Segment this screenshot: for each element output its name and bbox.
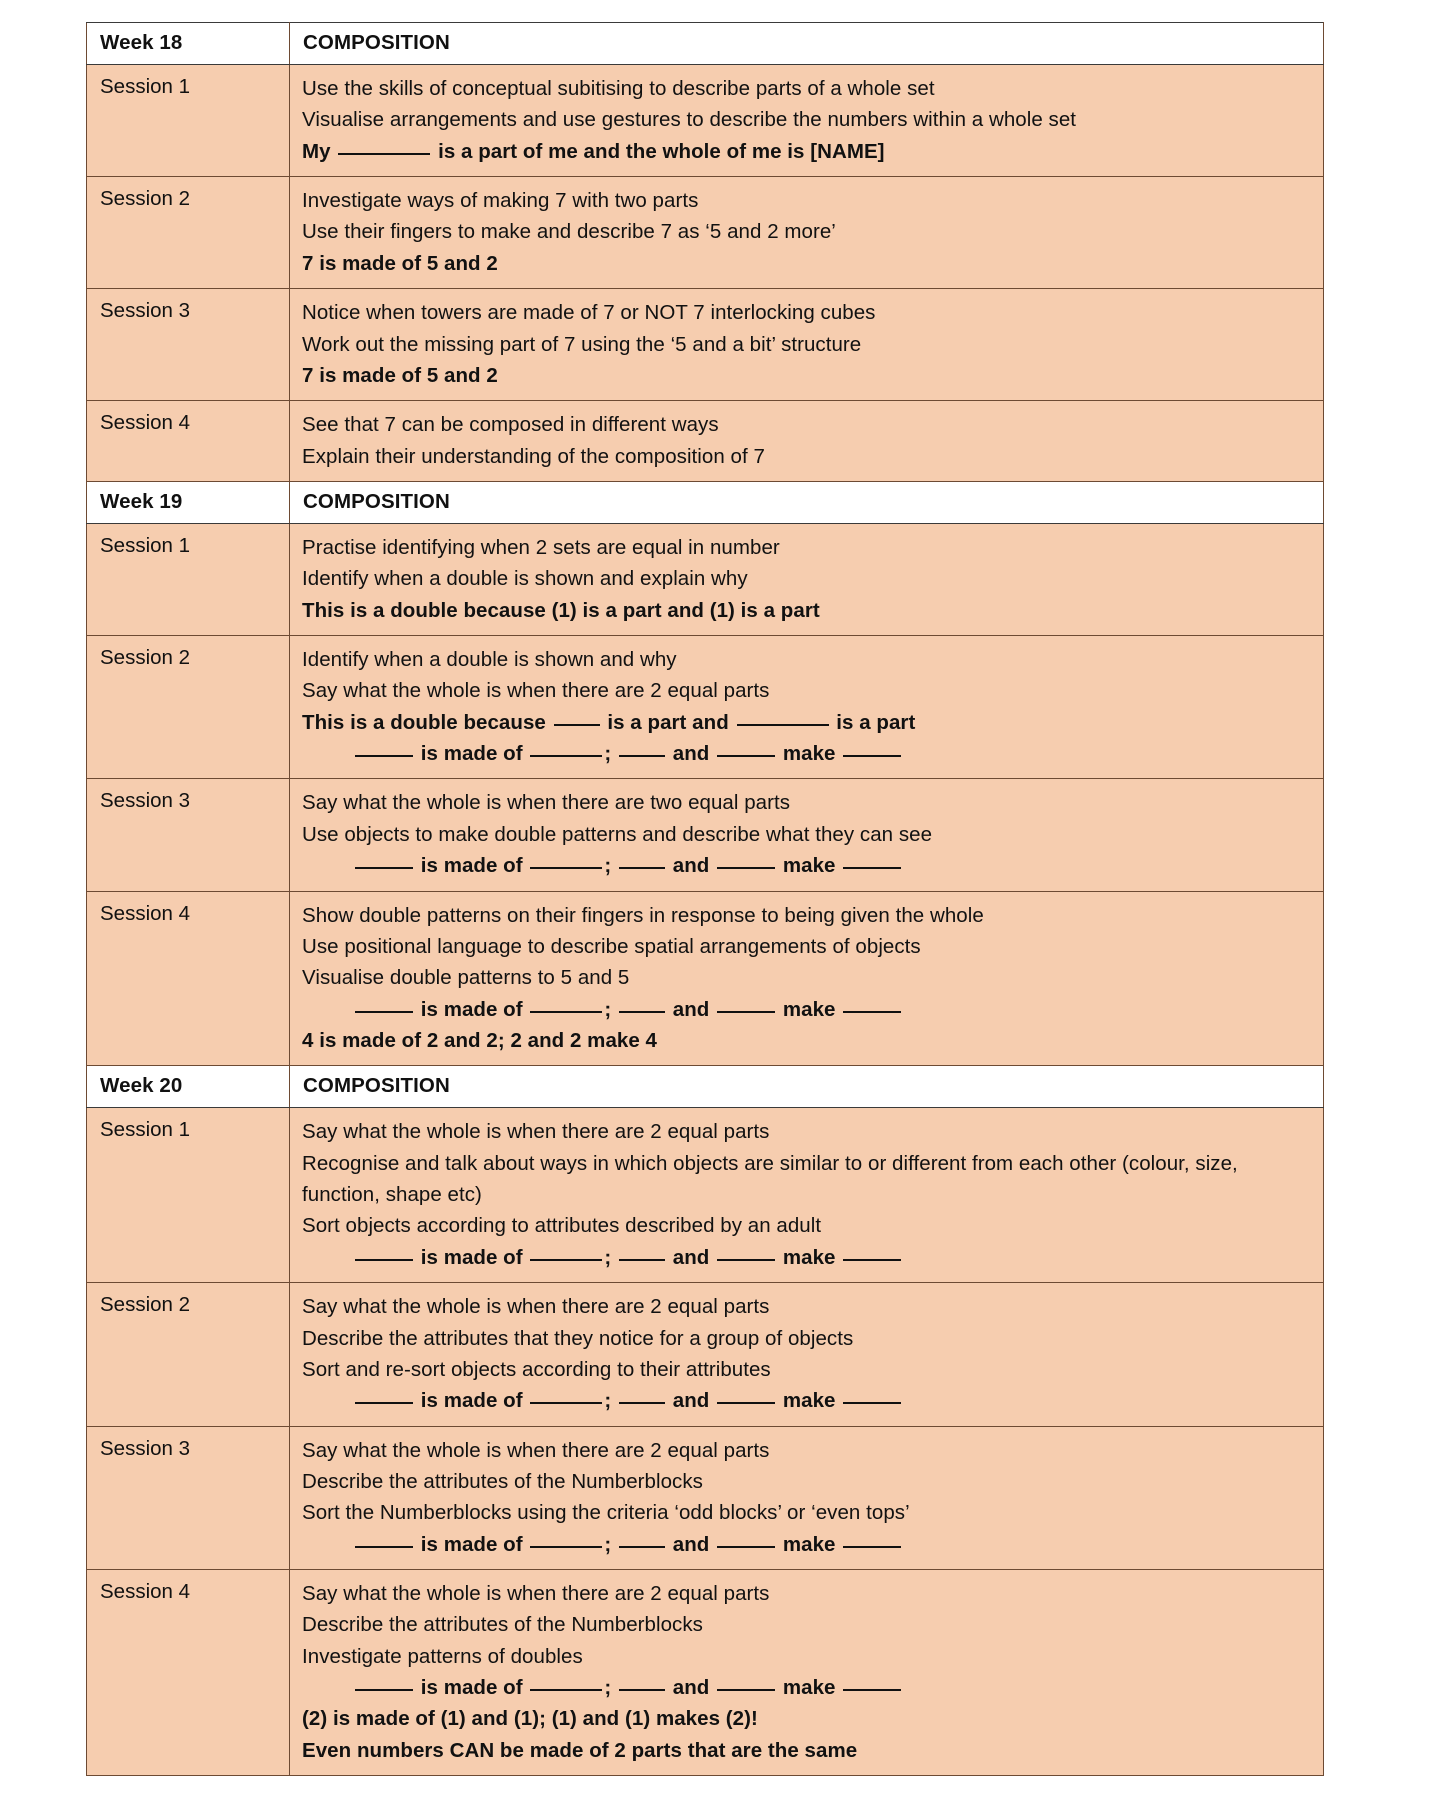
fill-in-blank xyxy=(843,1546,901,1548)
fill-in-blank xyxy=(355,1402,413,1404)
week-name: Week 19 xyxy=(100,489,183,513)
objective-line: Investigate ways of making 7 with two parts xyxy=(302,189,699,213)
session-name: Session 4 xyxy=(100,901,191,925)
fill-in-blank xyxy=(355,1259,413,1261)
fill-in-blank xyxy=(717,1011,775,1013)
objective-line: Describe the attributes of the Numberblocks xyxy=(302,1613,703,1637)
session-row xyxy=(87,1426,1324,1569)
fill-in-blank xyxy=(619,1011,665,1013)
session-objectives-cell xyxy=(290,1426,1324,1569)
objective-list xyxy=(302,644,1311,769)
session-name: Session 2 xyxy=(100,187,191,211)
objective-list xyxy=(302,1435,1311,1560)
objective-line: Sort the Numberblocks using the criteria ‘odd blocks’ or ‘even tops’ xyxy=(302,1501,910,1525)
session-name: Session 4 xyxy=(100,1580,191,1604)
session-objectives-cell xyxy=(290,1283,1324,1426)
key-phrase: Even numbers CAN be made of 2 parts that are the same xyxy=(302,1738,858,1762)
session-row xyxy=(87,65,1324,177)
session-label-cell xyxy=(87,1426,290,1569)
fill-in-blank xyxy=(619,1402,665,1404)
key-phrase: 4 is made of 2 and 2; 2 and 2 make 4 xyxy=(302,1028,658,1052)
fill-in-blank xyxy=(530,1011,602,1013)
session-row xyxy=(87,779,1324,891)
session-label-cell xyxy=(87,523,290,635)
session-label-cell xyxy=(87,289,290,401)
objective-line: Practise identifying when 2 sets are equal in number xyxy=(302,535,780,559)
session-row xyxy=(87,523,1324,635)
fill-in-blank xyxy=(619,867,665,869)
objective-list xyxy=(302,185,1311,279)
fill-in-blank xyxy=(843,755,901,757)
week-label-cell xyxy=(87,23,290,65)
session-name: Session 4 xyxy=(100,411,191,435)
fill-in-blank xyxy=(619,755,665,757)
session-objectives-cell xyxy=(290,1570,1324,1776)
session-label-cell xyxy=(87,401,290,482)
objective-line: Recognise and talk about ways in which objects are similar to or different from each other (colour, size, function, shape etc) xyxy=(302,1151,1238,1207)
fill-in-blank xyxy=(355,755,413,757)
session-objectives-cell xyxy=(290,177,1324,289)
session-objectives-cell xyxy=(290,891,1324,1066)
session-label-cell xyxy=(87,891,290,1066)
session-name: Session 2 xyxy=(100,1293,191,1317)
fill-in-blank xyxy=(554,724,600,726)
fill-in-blank xyxy=(717,1259,775,1261)
fill-in-blank xyxy=(717,1546,775,1548)
fill-in-blank xyxy=(530,1689,602,1691)
session-objectives-cell xyxy=(290,65,1324,177)
objective-line: Investigate patterns of doubles xyxy=(302,1644,583,1668)
objective-line: Say what the whole is when there are 2 equal parts xyxy=(302,1582,770,1606)
key-phrase: This is a double because (1) is a part and (1) is a part xyxy=(302,598,820,622)
fill-in-blank xyxy=(530,1259,602,1261)
session-row xyxy=(87,1570,1324,1776)
sentence-stem: is made of ; and make xyxy=(302,1529,1311,1560)
sentence-stem: is made of ; and make xyxy=(302,738,1311,769)
fill-in-blank xyxy=(619,1689,665,1691)
objective-line: Say what the whole is when there are 2 equal parts xyxy=(302,679,770,703)
session-label-cell xyxy=(87,1108,290,1283)
fill-in-blank xyxy=(338,153,430,155)
session-name: Session 3 xyxy=(100,299,191,323)
key-phrase: (2) is made of (1) and (1); (1) and (1) makes (2)! xyxy=(302,1707,758,1731)
key-phrase: 7 is made of 5 and 2 xyxy=(302,363,498,387)
objective-line: Show double patterns on their fingers in response to being given the whole xyxy=(302,903,984,927)
fill-in-blank xyxy=(843,1011,901,1013)
fill-in-blank xyxy=(843,1689,901,1691)
objective-line: Identify when a double is shown and why xyxy=(302,648,677,672)
objective-line: Visualise double patterns to 5 and 5 xyxy=(302,966,630,990)
objective-list xyxy=(302,297,1311,391)
objective-line: Describe the attributes of the Numberblocks xyxy=(302,1469,703,1493)
objective-line: Notice when towers are made of 7 or NOT 7 interlocking cubes xyxy=(302,301,876,325)
fill-in-blank xyxy=(355,1011,413,1013)
session-row xyxy=(87,891,1324,1066)
sentence-stem: is made of ; and make xyxy=(302,850,1311,881)
objective-line: Use positional language to describe spatial arrangements of objects xyxy=(302,934,921,958)
fill-in-blank xyxy=(355,867,413,869)
objective-line: Sort objects according to attributes described by an adult xyxy=(302,1214,822,1238)
objective-line: Explain their understanding of the composition of 7 xyxy=(302,444,765,468)
session-name: Session 2 xyxy=(100,646,191,670)
session-label-cell xyxy=(87,177,290,289)
week-name: Week 20 xyxy=(100,1074,183,1098)
objective-line: Describe the attributes that they notice for a group of objects xyxy=(302,1326,854,1350)
fill-in-blank xyxy=(717,1689,775,1691)
objective-line: Use the skills of conceptual subitising to describe parts of a whole set xyxy=(302,77,935,100)
session-row xyxy=(87,177,1324,289)
objective-list xyxy=(302,1578,1311,1766)
objective-list xyxy=(302,1116,1311,1273)
objective-list xyxy=(302,787,1311,881)
key-phrase: This is a double because is a part and is a part xyxy=(302,710,916,734)
objective-line: Visualise arrangements and use gestures to describe the numbers within a whole set xyxy=(302,108,1077,132)
session-row xyxy=(87,401,1324,482)
fill-in-blank xyxy=(843,1259,901,1261)
week-topic-cell xyxy=(290,1066,1324,1108)
fill-in-blank xyxy=(530,867,602,869)
session-name: Session 3 xyxy=(100,789,191,813)
week-topic: COMPOSITION xyxy=(303,1074,450,1098)
fill-in-blank xyxy=(530,1402,602,1404)
session-objectives-cell xyxy=(290,523,1324,635)
sentence-stem: is made of ; and make xyxy=(302,994,1311,1025)
objective-line: Use their fingers to make and describe 7 as ‘5 and 2 more’ xyxy=(302,220,836,244)
fill-in-blank xyxy=(530,1546,602,1548)
week-header-row xyxy=(87,481,1324,523)
fill-in-blank xyxy=(355,1546,413,1548)
sentence-stem: is made of ; and make xyxy=(302,1242,1311,1273)
sentence-stem: is made of ; and make xyxy=(302,1385,1311,1416)
fill-in-blank xyxy=(717,1402,775,1404)
fill-in-blank xyxy=(843,867,901,869)
session-row xyxy=(87,636,1324,779)
fill-in-blank xyxy=(619,1259,665,1261)
session-name: Session 1 xyxy=(100,75,191,98)
objective-list xyxy=(302,900,1311,1057)
week-header-row xyxy=(87,1066,1324,1108)
composition-plan-table xyxy=(86,22,1324,1776)
objective-line: Identify when a double is shown and explain why xyxy=(302,567,748,591)
key-phrase: My is a part of me and the whole of me is [NAME] xyxy=(302,139,885,163)
fill-in-blank xyxy=(737,724,829,726)
fill-in-blank xyxy=(843,1402,901,1404)
objective-line: Work out the missing part of 7 using the ‘5 and a bit’ structure xyxy=(302,332,862,356)
objective-line: Say what the whole is when there are two equal parts xyxy=(302,791,791,815)
session-label-cell xyxy=(87,636,290,779)
week-topic-cell xyxy=(290,481,1324,523)
session-row xyxy=(87,1283,1324,1426)
objective-line: Use objects to make double patterns and describe what they can see xyxy=(302,822,933,846)
session-name: Session 3 xyxy=(100,1436,191,1460)
week-label-cell xyxy=(87,1066,290,1108)
session-objectives-cell xyxy=(290,401,1324,482)
session-label-cell xyxy=(87,1283,290,1426)
week-header-row xyxy=(87,23,1324,65)
week-name: Week 18 xyxy=(100,31,183,54)
objective-line: Say what the whole is when there are 2 equal parts xyxy=(302,1295,770,1319)
session-row xyxy=(87,289,1324,401)
table-body xyxy=(87,23,1324,1776)
objective-list xyxy=(302,532,1311,626)
session-name: Session 1 xyxy=(100,1118,191,1142)
key-phrase: 7 is made of 5 and 2 xyxy=(302,251,498,275)
sentence-stem: is made of ; and make xyxy=(302,1672,1311,1703)
fill-in-blank xyxy=(530,755,602,757)
session-label-cell xyxy=(87,779,290,891)
objective-line: Say what the whole is when there are 2 equal parts xyxy=(302,1120,770,1144)
session-label-cell xyxy=(87,1570,290,1776)
objective-line: Say what the whole is when there are 2 equal parts xyxy=(302,1438,770,1462)
session-objectives-cell xyxy=(290,289,1324,401)
fill-in-blank xyxy=(717,867,775,869)
objective-list xyxy=(302,73,1311,167)
session-objectives-cell xyxy=(290,1108,1324,1283)
session-label-cell xyxy=(87,65,290,177)
fill-in-blank xyxy=(619,1546,665,1548)
objective-line: Sort and re-sort objects according to their attributes xyxy=(302,1357,771,1381)
session-name: Session 1 xyxy=(100,533,191,557)
week-topic: COMPOSITION xyxy=(303,489,450,513)
fill-in-blank xyxy=(355,1689,413,1691)
week-label-cell xyxy=(87,481,290,523)
session-objectives-cell xyxy=(290,779,1324,891)
objective-list xyxy=(302,1291,1311,1416)
week-topic: COMPOSITION xyxy=(303,31,450,54)
objective-line: See that 7 can be composed in different ways xyxy=(302,413,719,437)
session-row xyxy=(87,1108,1324,1283)
fill-in-blank xyxy=(717,755,775,757)
session-objectives-cell xyxy=(290,636,1324,779)
objective-list xyxy=(302,409,1311,472)
week-topic-cell xyxy=(290,23,1324,65)
